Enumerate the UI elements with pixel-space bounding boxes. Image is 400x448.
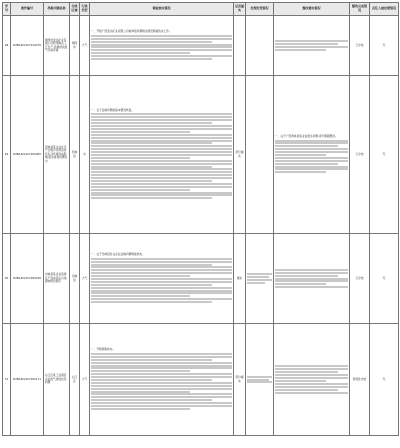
table-header-row: [3, 3, 399, 16]
cell-handling: [246, 234, 274, 324]
cell-seq: 31: [3, 324, 11, 436]
rectification-lead: 一、关于广西西林县某企业废水问题,责令限期整改。: [275, 133, 338, 138]
cell-case-no: D2BA202107210276: [11, 16, 44, 76]
cell-rectification: [274, 76, 350, 234]
cell-verified: 部分属实: [234, 76, 246, 234]
content-lead: 一、开展调查核实。: [91, 347, 116, 352]
cell-accountability: 无: [370, 76, 399, 234]
header-content: 调查核实情况: [90, 3, 234, 16]
cell-accountability: 无: [370, 16, 399, 76]
header-accountability: 责任人被处理情况: [370, 3, 399, 16]
header-status: 整改完成情况: [350, 3, 370, 16]
cell-seq: 29: [3, 76, 11, 234]
cell-type: 大气: [80, 324, 90, 436]
cell-case-no: D2BA202107200236: [11, 234, 44, 324]
cell-content: [90, 16, 234, 76]
cell-case-no: D2BA202107200171: [11, 324, 44, 436]
table-row: [3, 16, 399, 76]
cell-seq: 28: [3, 16, 11, 76]
cell-rectification: [274, 16, 350, 76]
cell-type: 水: [80, 76, 90, 234]
cell-content: [90, 324, 234, 436]
cell-region: 右江区: [70, 324, 80, 436]
cell-case-name: 右江区某工业园区企业废气排放扰民问题: [44, 324, 70, 436]
table-row: [3, 76, 399, 234]
cell-status: 已办结: [350, 16, 370, 76]
table-row: [3, 324, 399, 436]
cell-rectification: [274, 234, 350, 324]
table-row: [3, 234, 399, 324]
cell-status: 已办结: [350, 234, 370, 324]
cell-region: 西林县: [70, 76, 80, 234]
cell-type: 大气: [80, 234, 90, 324]
cell-status: 阶段性办结: [350, 324, 370, 436]
cell-content: [90, 76, 234, 234]
header-handling: 处理处罚情况: [246, 3, 274, 16]
header-verified: 是否属实: [234, 3, 246, 16]
header-case-name: 举报问题名称: [44, 3, 70, 16]
cell-case-name: 田林县某企业违规生产造成扬尘污染,影响周边居民: [44, 234, 70, 324]
header-region: 行政区域: [70, 3, 80, 16]
content-lead: 一、关于反映问题的基本情况核查。: [91, 107, 134, 112]
cell-verified: [234, 16, 246, 76]
cell-handling: [246, 76, 274, 234]
header-type: 污染类型: [80, 3, 90, 16]
cell-accountability: 无: [370, 234, 399, 324]
complaint-table: [2, 2, 399, 436]
header-case-no: 案件编号: [11, 3, 44, 16]
cell-handling: [246, 16, 274, 76]
content-lead: 一、关于田林县有关企业反映问题调查核实。: [91, 252, 145, 257]
cell-content: [90, 234, 234, 324]
cell-handling: [246, 324, 274, 436]
cell-verified: 属实: [234, 234, 246, 324]
header-rectification: 整改落实情况: [274, 3, 350, 16]
cell-region: 靖西市: [70, 16, 80, 76]
cell-case-name: 靖西市金达矿业有限公司利用淘汰工艺生产,违规排放废气污染环境: [44, 16, 70, 76]
cell-status: 已办结: [350, 76, 370, 234]
cell-rectification: [274, 324, 350, 436]
content-lead: 一、开展广西金达矿业有限公司被举报问题相关情况调查核实工作。: [91, 29, 172, 34]
cell-seq: 30: [3, 234, 11, 324]
cell-accountability: 无: [370, 324, 399, 436]
cell-region: 田林县: [70, 234, 80, 324]
cell-case-no: D2BA202107200265: [11, 76, 44, 234]
cell-type: 大气: [80, 16, 90, 76]
header-seq: 序号: [3, 3, 11, 16]
document-page: [2, 2, 398, 436]
cell-verified: 部分属实: [234, 324, 246, 436]
cell-case-name: 西林县某企业在生产过程中对周边村民生活环境造成影响,废水排放问题突出: [44, 76, 70, 234]
